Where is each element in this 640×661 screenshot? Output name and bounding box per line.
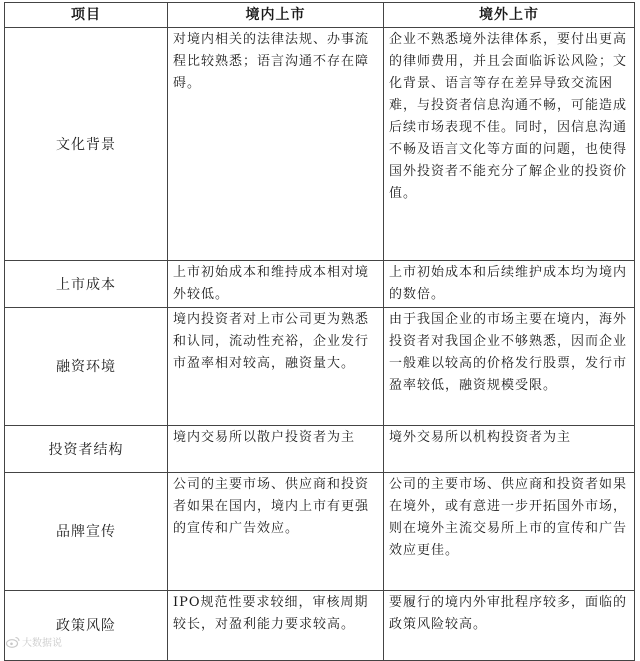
row-domestic: 境内投资者对上市公司更为熟悉和认同，流动性充裕，企业发行市盈率相对较高，融资量大。 [168,308,384,426]
watermark [6,634,62,649]
row-overseas: 由于我国企业的市场主要在境内，海外投资者对我国企业不够熟悉，因而企业一般难以较高的价格发行股票，发行市盈率较低，融资规模受限。 [384,308,635,426]
row-domestic: 境内交易所以散户投资者为主 [168,426,384,473]
row-item: 融资环境 [5,308,168,426]
header-domestic: 境内上市 [168,3,384,28]
table-row [5,591,635,661]
table-row [5,28,635,261]
row-item: 投资者结构 [5,426,168,473]
row-item: 政策风险 [5,591,168,661]
row-overseas: 境外交易所以机构投资者为主 [384,426,635,473]
row-item: 上市成本 [5,261,168,308]
row-item: 品牌宣传 [5,473,168,591]
table-row [5,261,635,308]
row-overseas: 上市初始成本和后续维护成本均为境内的数倍。 [384,261,635,308]
row-item: 文化背景 [5,28,168,261]
row-overseas: 企业不熟悉境外法律体系，要付出更高的律师费用，并且会面临诉讼风险；文化背景、语言等存在差异导致交流困难，与投资者信息沟通不畅，可能造成后续市场表现不佳。同时，因信息沟通不畅及语言文化等方面的问题，也使得国外投资者不能充分了解企业的投资价值。 [384,28,635,261]
table-row [5,426,635,473]
table-row [5,473,635,591]
watermark-text: 大数据说 [22,638,62,649]
table-header-row [5,3,635,28]
row-domestic: IPO规范性要求较细，审核周期较长，对盈利能力要求较高。 [168,591,384,661]
weibo-icon [6,636,20,648]
row-domestic: 公司的主要市场、供应商和投资者如果在国内，境内上市有更强的宣传和广告效应。 [168,473,384,591]
header-item: 项目 [5,3,168,28]
row-domestic: 对境内相关的法律法规、办事流程比较熟悉；语言沟通不存在障碍。 [168,28,384,261]
table-row [5,308,635,426]
row-overseas: 公司的主要市场、供应商和投资者如果在境外，或有意进一步开拓国外市场，则在境外主流交易所上市的宣传和广告效应更佳。 [384,473,635,591]
row-domestic: 上市初始成本和维持成本相对境外较低。 [168,261,384,308]
row-overseas: 要履行的境内外审批程序较多，面临的政策风险较高。 [384,591,635,661]
header-overseas: 境外上市 [384,3,635,28]
comparison-table [4,2,635,661]
